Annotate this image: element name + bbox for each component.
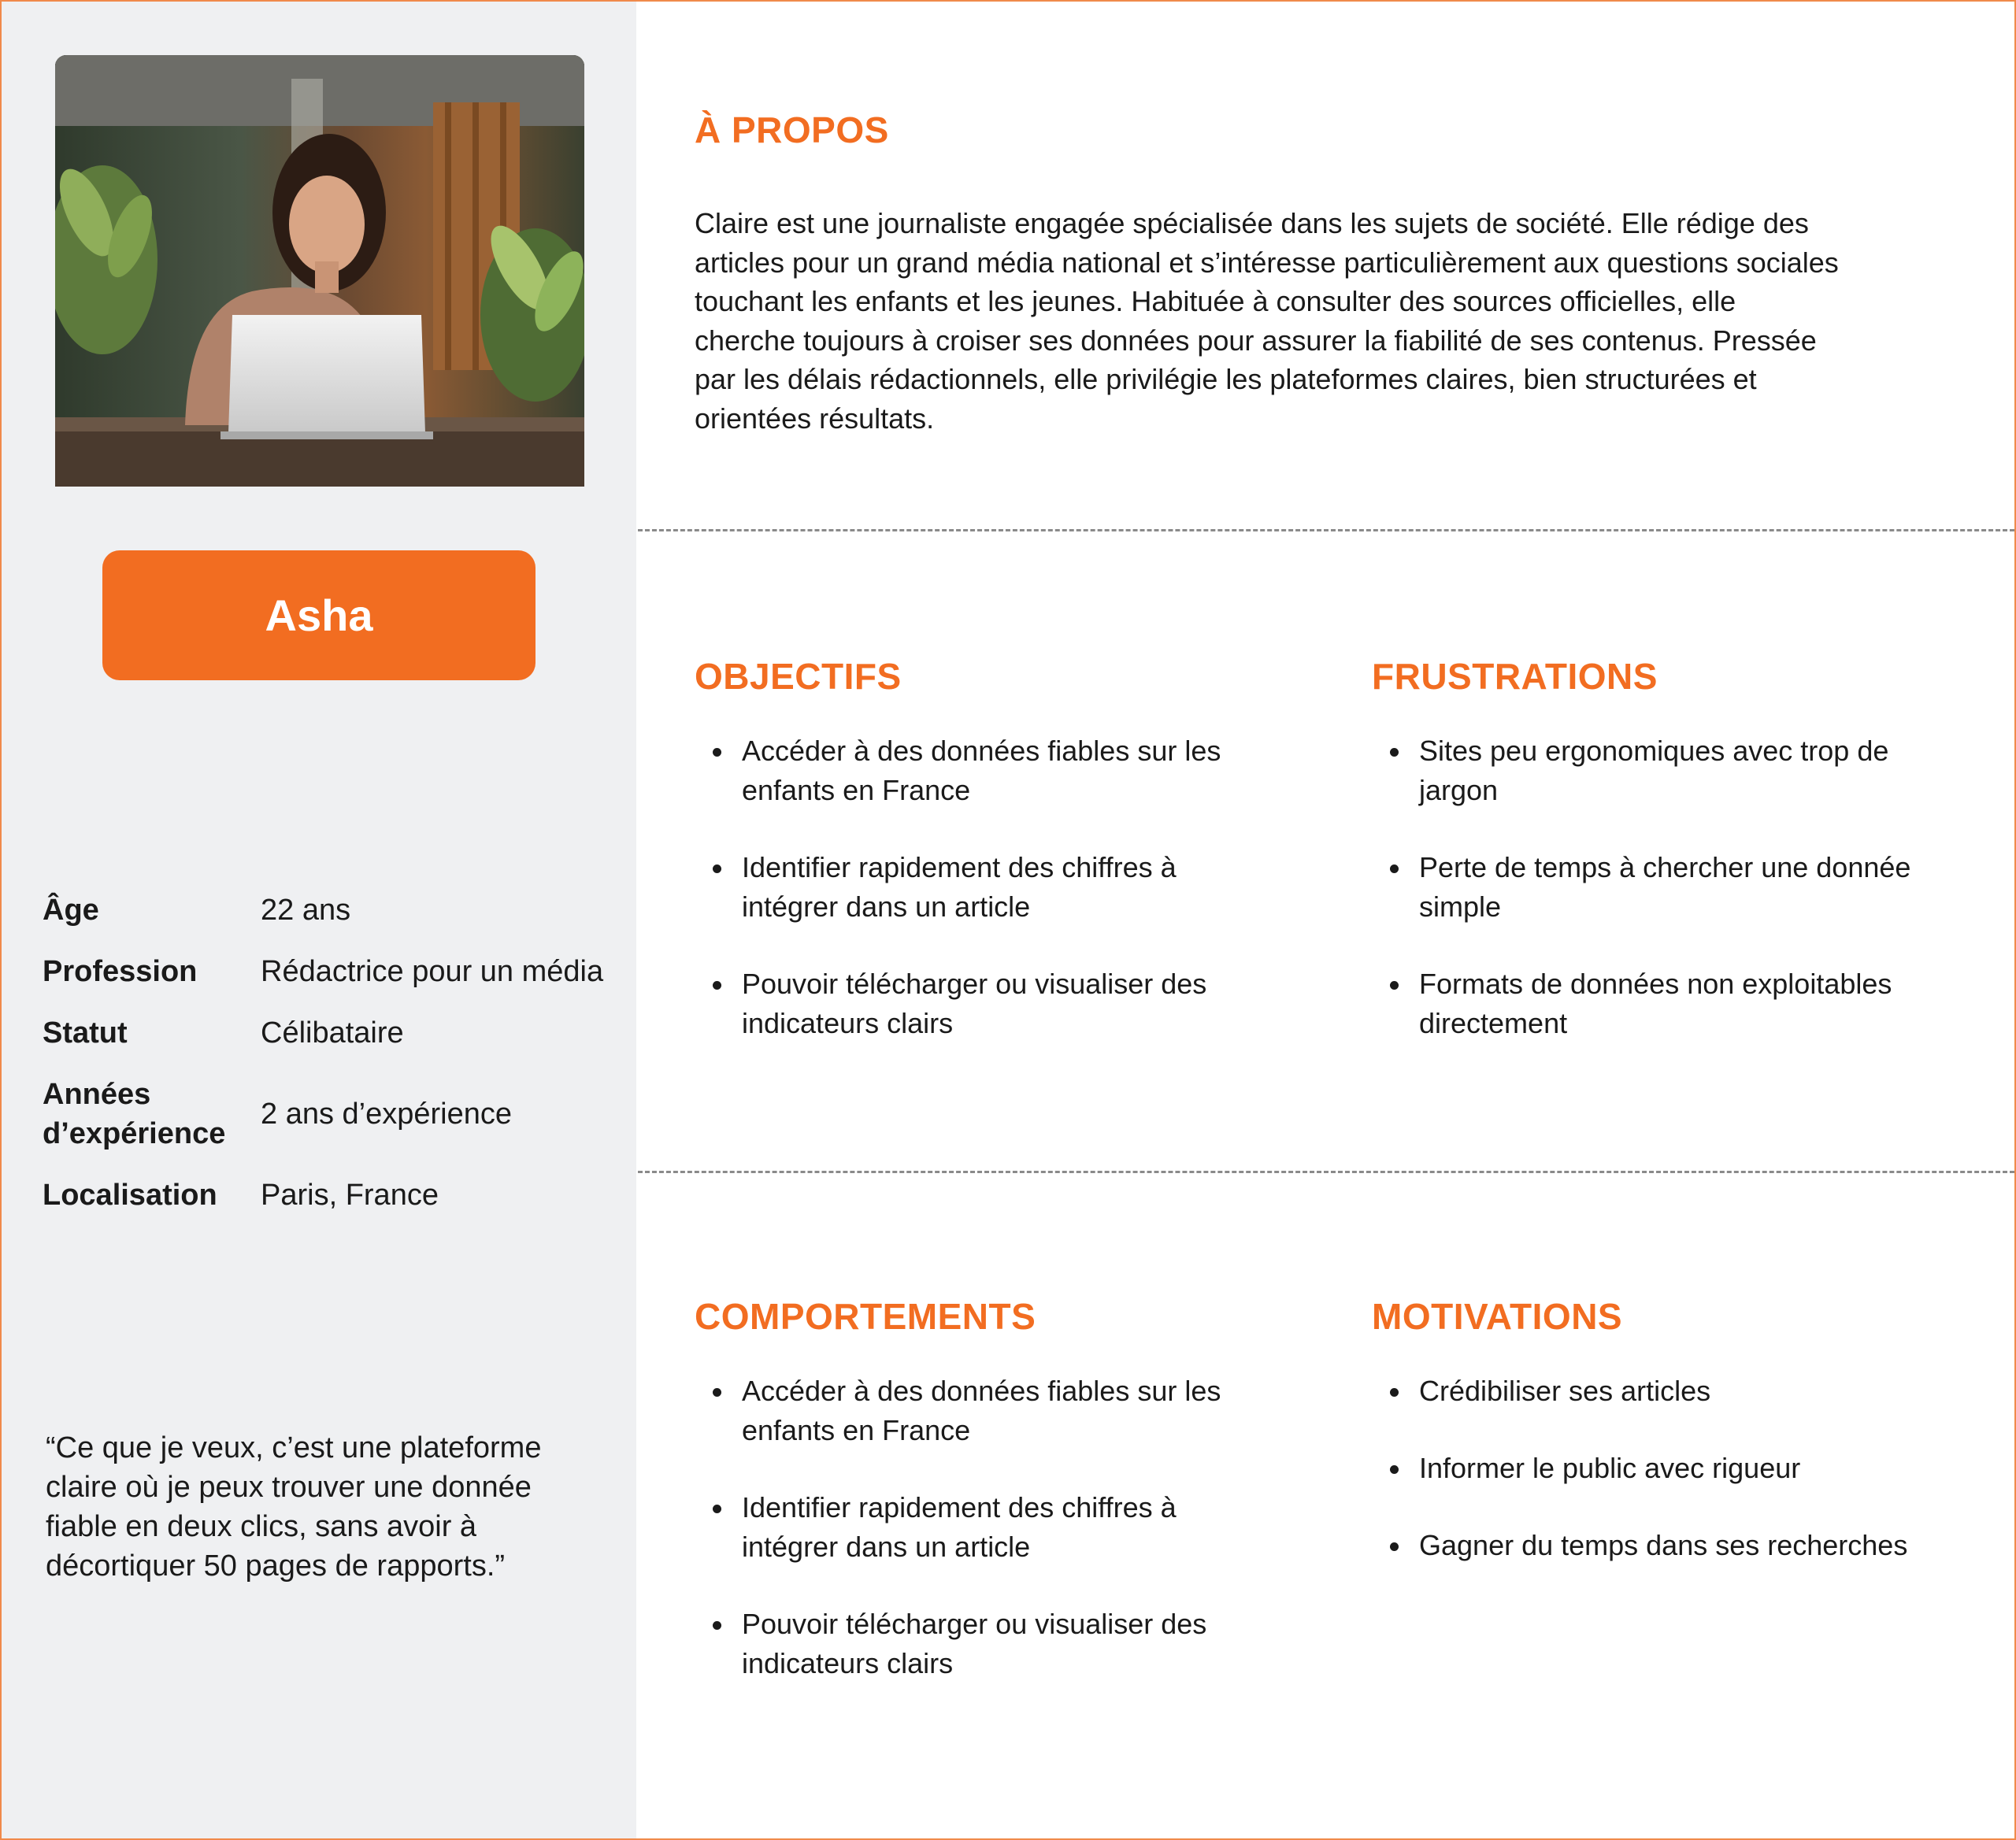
detail-value: Paris, France [261, 1179, 439, 1212]
detail-row-statut [43, 1002, 625, 1064]
persona-photo-image [55, 55, 584, 487]
detail-row-experience [43, 1064, 625, 1164]
detail-value: Célibataire [261, 1016, 404, 1050]
comportements-list [693, 1372, 1260, 1721]
persona-photo [55, 55, 584, 487]
persona-sidebar [2, 2, 636, 1838]
detail-value: Rédactrice pour un média [261, 955, 604, 988]
about-title: À PROPOS [695, 109, 889, 150]
frustrations-list [1370, 731, 1937, 1081]
motivations-list [1370, 1372, 1937, 1603]
section-divider [638, 529, 2014, 531]
objectifs-list [693, 731, 1260, 1081]
persona-name-badge: Asha [102, 550, 536, 680]
comportements-title: COMPORTEMENTS [695, 1296, 1036, 1337]
detail-label: Années d’expérience [43, 1078, 226, 1150]
frustrations-title: FRUSTRATIONS [1372, 656, 1658, 697]
list-item: Accéder à des données fiables sur les enfants en France [693, 1372, 1260, 1450]
detail-row-profession [43, 941, 625, 1002]
persona-details-table [43, 879, 625, 1226]
list-item: Pouvoir télécharger ou visualiser des indicateurs clairs [693, 964, 1260, 1043]
list-item: Accéder à des données fiables sur les enfants en France [693, 731, 1260, 810]
detail-value: 2 ans d’expérience [261, 1098, 512, 1131]
list-item: Sites peu ergonomiques avec trop de jargon [1370, 731, 1937, 810]
detail-label: Âge [43, 894, 99, 927]
list-item: Perte de temps à chercher une donnée simple [1370, 848, 1937, 927]
list-item: Informer le public avec rigueur [1370, 1449, 1937, 1488]
list-item: Pouvoir télécharger ou visualiser des indicateurs clairs [693, 1605, 1260, 1683]
about-text: Claire est une journaliste engagée spécialisée dans les sujets de société. Elle rédige des articles pour un grand média national et s’intéresse particulièrement aux questions sociales touchant les enfants et les jeunes. Habituée à consulter des sources officielles, elle cherche toujours à croiser ses données pour assurer la fiabilité de ses contenus. Pressée par les délais rédactionnels, elle privilégie les plateformes claires, bien structurées et orientées résultats. [695, 207, 1839, 435]
section-divider [638, 1171, 2014, 1173]
objectifs-title: OBJECTIFS [695, 656, 902, 697]
persona-quote: “Ce que je veux, c’est une plateforme claire où je peux trouver une donnée fiable en deux clics, sans avoir à décortiquer 50 pages de rapports.” [46, 1431, 542, 1583]
list-item: Gagner du temps dans ses recherches [1370, 1526, 1937, 1565]
list-item: Crédibiliser ses articles [1370, 1372, 1937, 1411]
detail-label: Statut [43, 1016, 128, 1050]
list-item: Identifier rapidement des chiffres à intégrer dans un article [693, 848, 1260, 927]
detail-label: Localisation [43, 1179, 217, 1212]
detail-value: 22 ans [261, 894, 351, 927]
detail-row-age [43, 879, 625, 941]
detail-row-localisation [43, 1164, 625, 1226]
motivations-title: MOTIVATIONS [1372, 1296, 1623, 1337]
list-item: Identifier rapidement des chiffres à intégrer dans un article [693, 1488, 1260, 1567]
detail-label: Profession [43, 955, 198, 988]
list-item: Formats de données non exploitables directement [1370, 964, 1937, 1043]
